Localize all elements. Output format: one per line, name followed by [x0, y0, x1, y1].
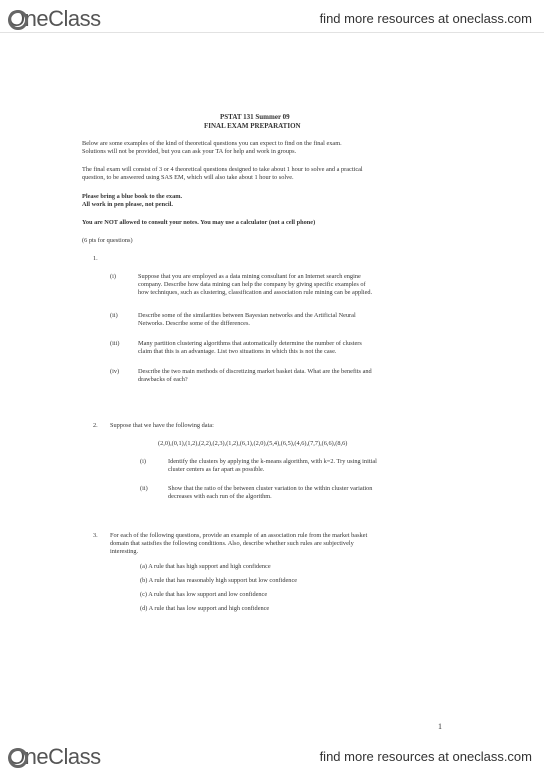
q2-part-label: (ii)	[140, 485, 148, 492]
bring-line2: All work in pen please, not pencil.	[82, 201, 173, 208]
site-footer	[0, 740, 544, 770]
logo-ring-icon	[8, 748, 28, 768]
doc-title-line1: PSTAT 131 Summer 09	[220, 113, 290, 121]
document-page	[0, 33, 544, 740]
q3-number: 3.	[93, 532, 98, 539]
q2-part-text: Show that the ratio of the between cluster variation to the within cluster variation	[168, 485, 373, 492]
q3-part: (a) A rule that has high support and high confidence	[140, 563, 271, 570]
q2-part-text: cluster centers as far apart as possible.	[168, 466, 265, 473]
page-number: 1	[438, 722, 442, 731]
q3-stem: domain that satisfies the following conditions. Also, describe whether such rules are subjectively	[110, 540, 354, 547]
q3-stem: interesting.	[110, 548, 139, 555]
q3-part: (b) A rule that has reasonably high support but low confidence	[140, 577, 298, 584]
q1-number: 1.	[93, 255, 98, 262]
intro-p1-line2: Solutions will not be provided, but you can ask your TA for help and work in groups.	[82, 148, 297, 155]
q3-stem: For each of the following questions, provide an example of an association rule from the market basket	[110, 532, 368, 539]
q1-part-text: company. Describe how data mining can help the company by giving specific examples of	[138, 281, 366, 288]
footer-resources-link[interactable]: find more resources at oneclass.com	[319, 749, 532, 764]
q2-part-label: (i)	[140, 458, 146, 465]
q3-part: (c) A rule that has low support and low confidence	[140, 591, 268, 598]
q2-part-text: Identify the clusters by applying the k-means algorithm, with k=2. Try using initial	[168, 458, 377, 465]
logo-text: OneClass	[8, 744, 101, 769]
doc-title-line2: FINAL EXAM PREPARATION	[204, 122, 301, 130]
q1-part-text: claim that this is an advantage. List two situations in which this is not the case.	[138, 348, 337, 355]
q3-part: (d) A rule that has low support and high confidence	[140, 605, 270, 612]
q1-part-text: Networks. Describe some of the differences.	[138, 320, 250, 327]
header-resources-link[interactable]: find more resources at oneclass.com	[319, 11, 532, 26]
oneclass-logo[interactable]	[8, 744, 101, 770]
logo-ring-icon	[8, 10, 28, 30]
q2-part-text: decreases with each run of the algorithm.	[168, 493, 272, 500]
q1-part-label: (iv)	[110, 368, 120, 375]
q2-stem: Suppose that we have the following data:	[110, 422, 214, 429]
q2-data-line: (2,0),(0,1),(1,2),(2,2),(2,3),(1,2),(6,1),(2,0),(5,4),(6,5),(4,6),(7,7),(6,6),(8,6)	[158, 440, 348, 447]
bring-line1: Please bring a blue book to the exam.	[82, 193, 183, 200]
intro-p1-line1: Below are some examples of the kind of theoretical questions you can expect to find on the final exam.	[82, 140, 342, 147]
notes-line: You are NOT allowed to consult your notes. You may use a calculator (not a cell phone)	[82, 219, 316, 226]
q1-part-label: (i)	[110, 273, 116, 280]
q1-part-text: drawbacks of each?	[138, 376, 188, 383]
q1-part-text: Suppose that you are employed as a data mining consultant for an Internet search engine	[138, 273, 361, 280]
q1-part-text: Describe the two main methods of discretizing market basket data. What are the benefits and	[138, 368, 372, 375]
oneclass-logo[interactable]	[8, 6, 101, 32]
intro-p2-line1: The final exam will consist of 3 or 4 theoretical questions designed to take about 1 hour to solve and a practical	[82, 166, 363, 173]
q1-part-label: (ii)	[110, 312, 118, 319]
logo-text: OneClass	[8, 6, 101, 31]
q1-part-label: (iii)	[110, 340, 120, 347]
points-line: (6 pts for questions)	[82, 237, 133, 244]
site-header	[0, 0, 544, 32]
q2-number: 2.	[93, 422, 98, 429]
q1-part-text: how techniques, such as clustering, classification and association rule mining can be applied.	[138, 289, 373, 296]
q1-part-text: Many partition clustering algorithms that automatically determine the number of clusters	[138, 340, 362, 347]
q1-part-text: Describe some of the similarities between Bayesian networks and the Artificial Neural	[138, 312, 356, 319]
intro-p2-line2: question, to be answered using SAS EM, which will also take about 1 hour to solve.	[82, 174, 294, 181]
